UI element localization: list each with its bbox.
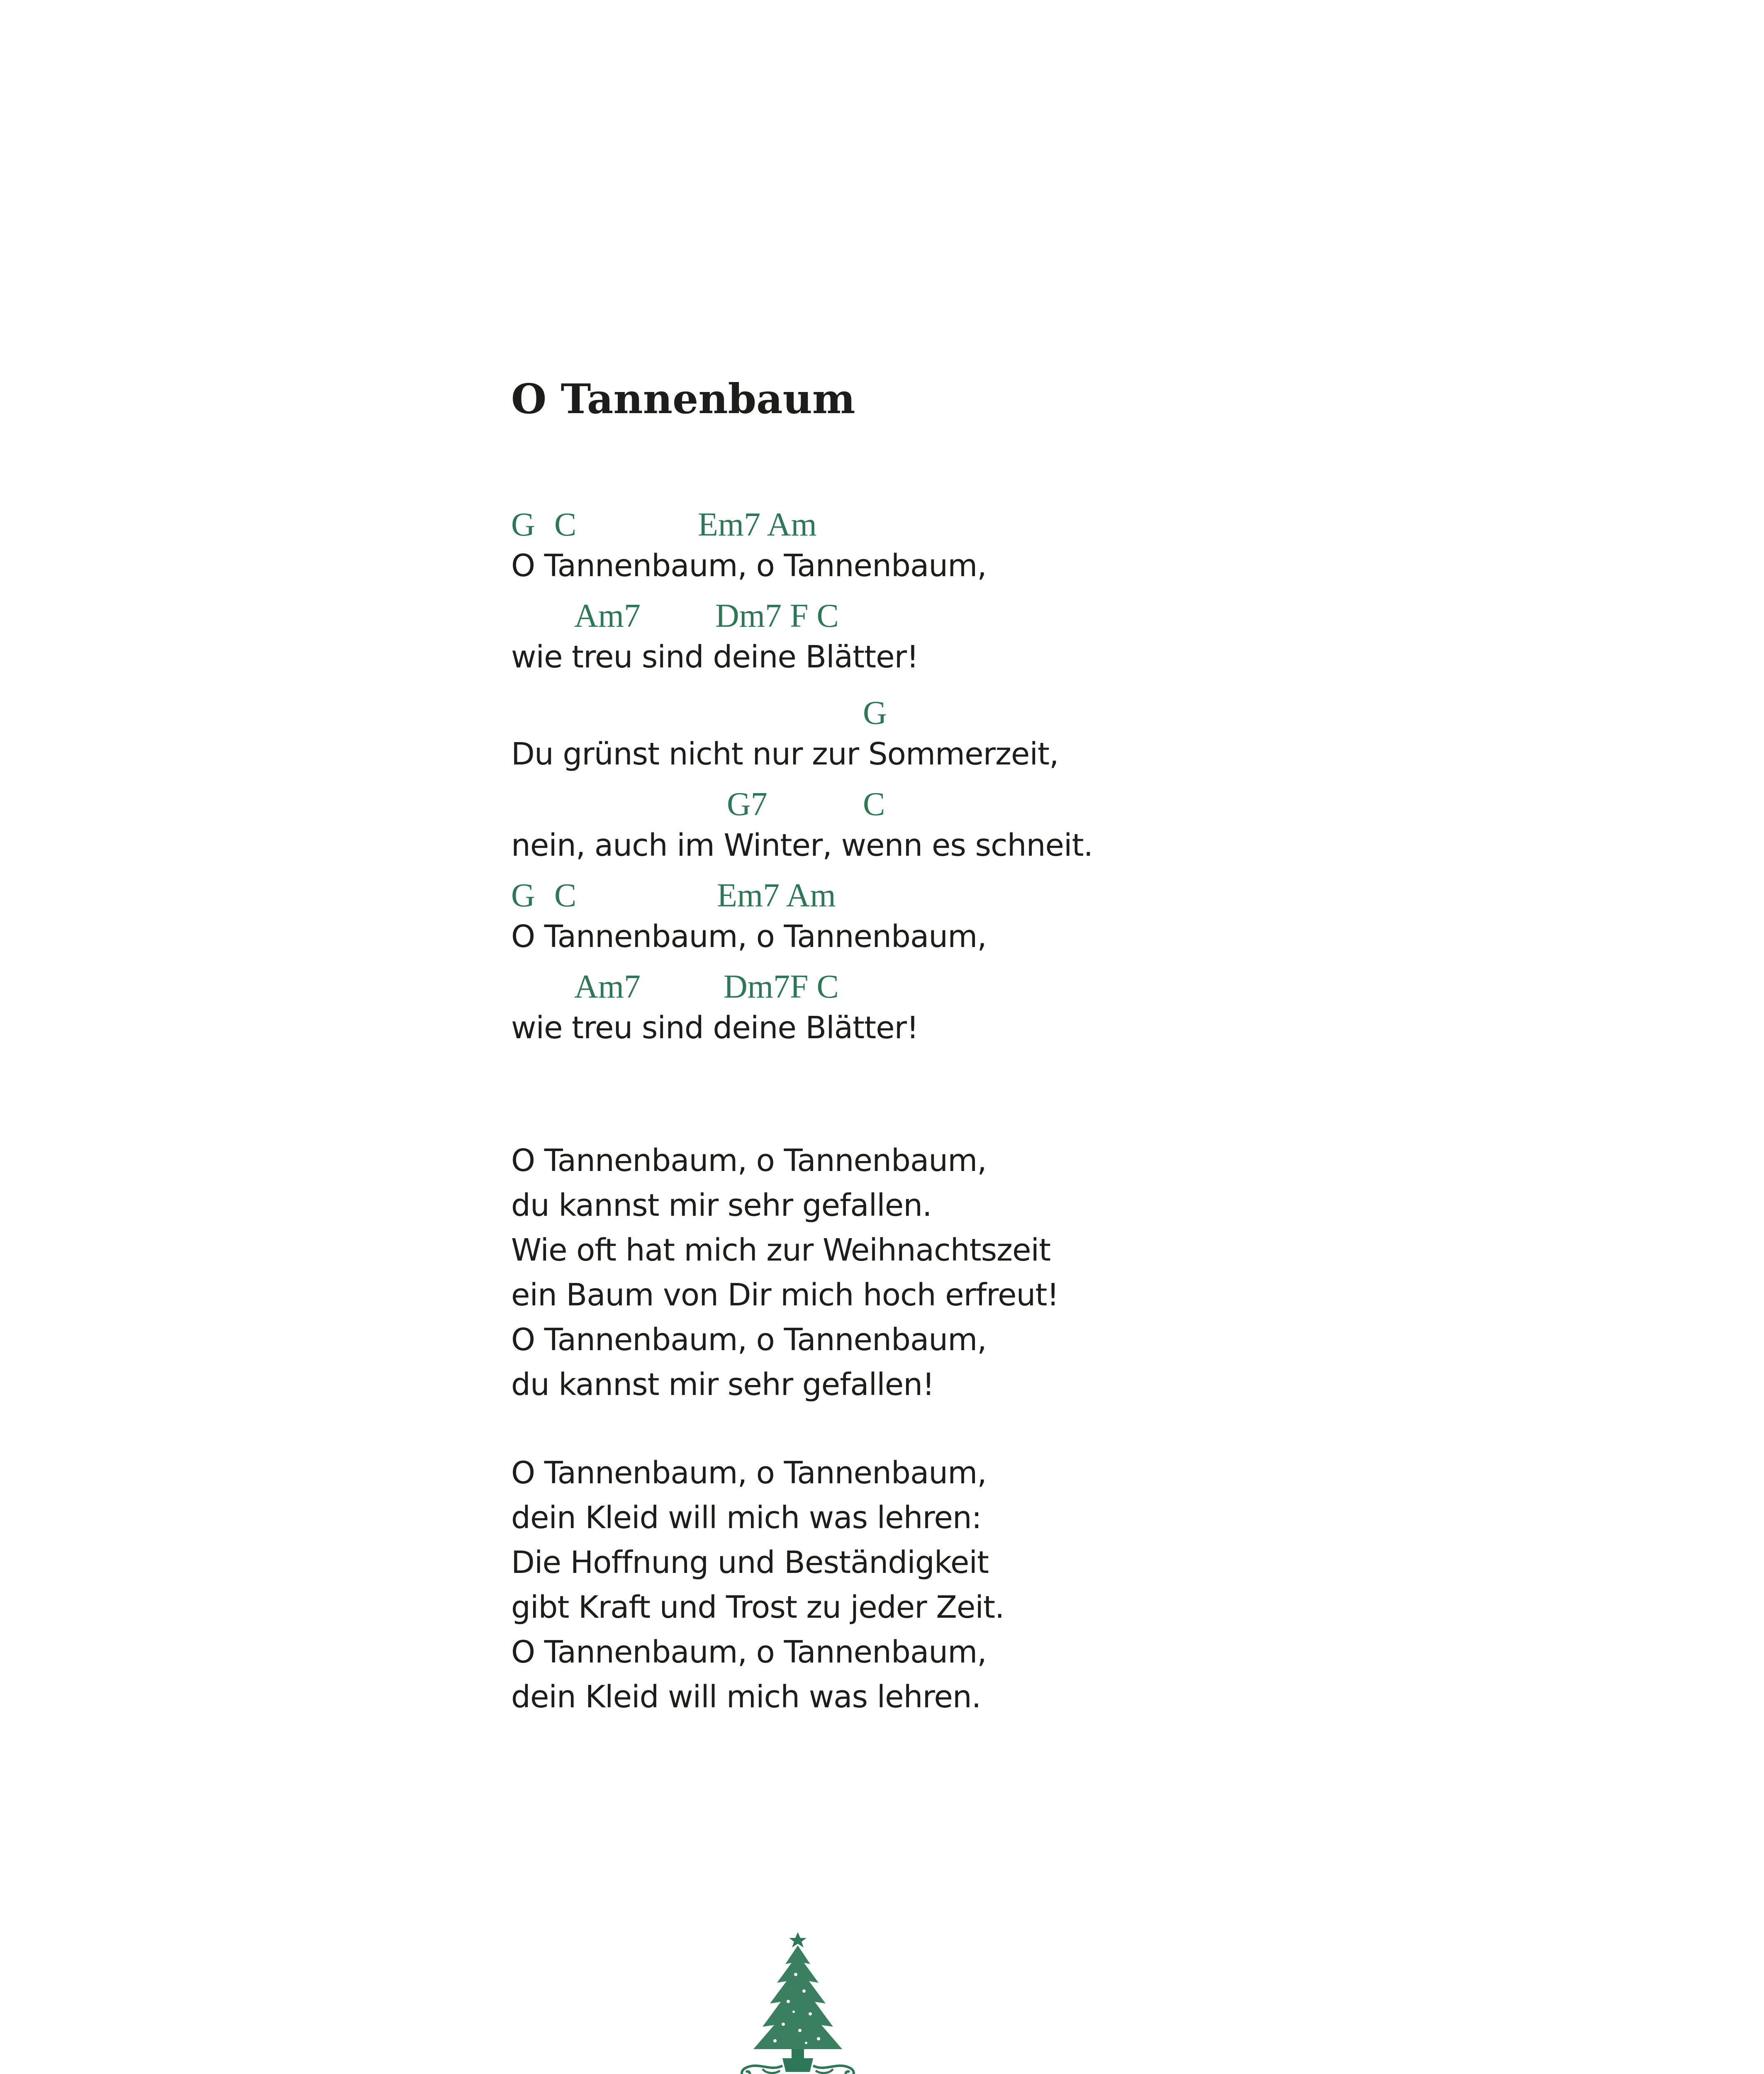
lyric-line: O Tannenbaum, o Tannenbaum, <box>511 1455 987 1491</box>
chord: Am7 <box>574 969 641 1005</box>
chord-line <box>511 964 1093 1005</box>
chord: Dm7 F C <box>715 598 839 634</box>
stanza-3 <box>511 1451 1004 1719</box>
chord: Am7 <box>574 598 641 634</box>
chord: C <box>863 786 885 823</box>
lyric-line: Du grünst nicht nur zur Sommerzeit, <box>511 736 1059 772</box>
stanza-1-with-chords <box>511 502 1093 1050</box>
chord: Em7 Am <box>698 506 817 543</box>
chord-line <box>511 593 1093 635</box>
chord: Em7 Am <box>717 877 836 914</box>
lyric-line: O Tannenbaum, o Tannenbaum, <box>511 919 987 954</box>
lyric-line: Die Hoffnung und Beständigkeit <box>511 1545 989 1580</box>
lyric-line: nein, auch im Winter, wenn es schneit. <box>511 828 1093 863</box>
lyric-line: O Tannenbaum, o Tannenbaum, <box>511 1322 987 1358</box>
lyric-line: wie treu sind deine Blätter! <box>511 639 919 675</box>
chord: G7 <box>727 786 767 823</box>
chord: G <box>511 506 535 543</box>
lyric-line: dein Kleid will mich was lehren. <box>511 1679 981 1715</box>
lyric-line: Wie oft hat mich zur Weihnachtszeit <box>511 1232 1051 1268</box>
line-gap <box>511 679 1093 685</box>
song-title: O Tannenbaum <box>511 375 855 423</box>
chord: G <box>863 695 887 731</box>
lyric-line: wie treu sind deine Blätter! <box>511 1010 919 1046</box>
lyric-line: du kannst mir sehr gefallen! <box>511 1367 934 1402</box>
chord: C <box>554 506 577 543</box>
lyric-line: dein Kleid will mich was lehren: <box>511 1500 982 1536</box>
chord: C <box>554 877 577 914</box>
lyric-line: O Tannenbaum, o Tannenbaum, <box>511 548 987 584</box>
lyric-line: gibt Kraft und Trost zu jeder Zeit. <box>511 1590 1004 1625</box>
chord-line <box>511 502 1093 543</box>
chord: G <box>511 877 535 914</box>
chord-line <box>511 781 1093 823</box>
chord-line <box>511 690 1093 732</box>
lyric-line: O Tannenbaum, o Tannenbaum, <box>511 1143 987 1178</box>
lyric-line: O Tannenbaum, o Tannenbaum, <box>511 1634 987 1670</box>
lyric-line: du kannst mir sehr gefallen. <box>511 1188 932 1223</box>
stanza-2 <box>511 1138 1059 1407</box>
chord-line <box>511 873 1093 914</box>
lyric-line: ein Baum von Dir mich hoch erfreut! <box>511 1277 1059 1313</box>
chord: Dm7F C <box>724 969 839 1005</box>
christmas-tree-icon <box>733 1929 862 2074</box>
